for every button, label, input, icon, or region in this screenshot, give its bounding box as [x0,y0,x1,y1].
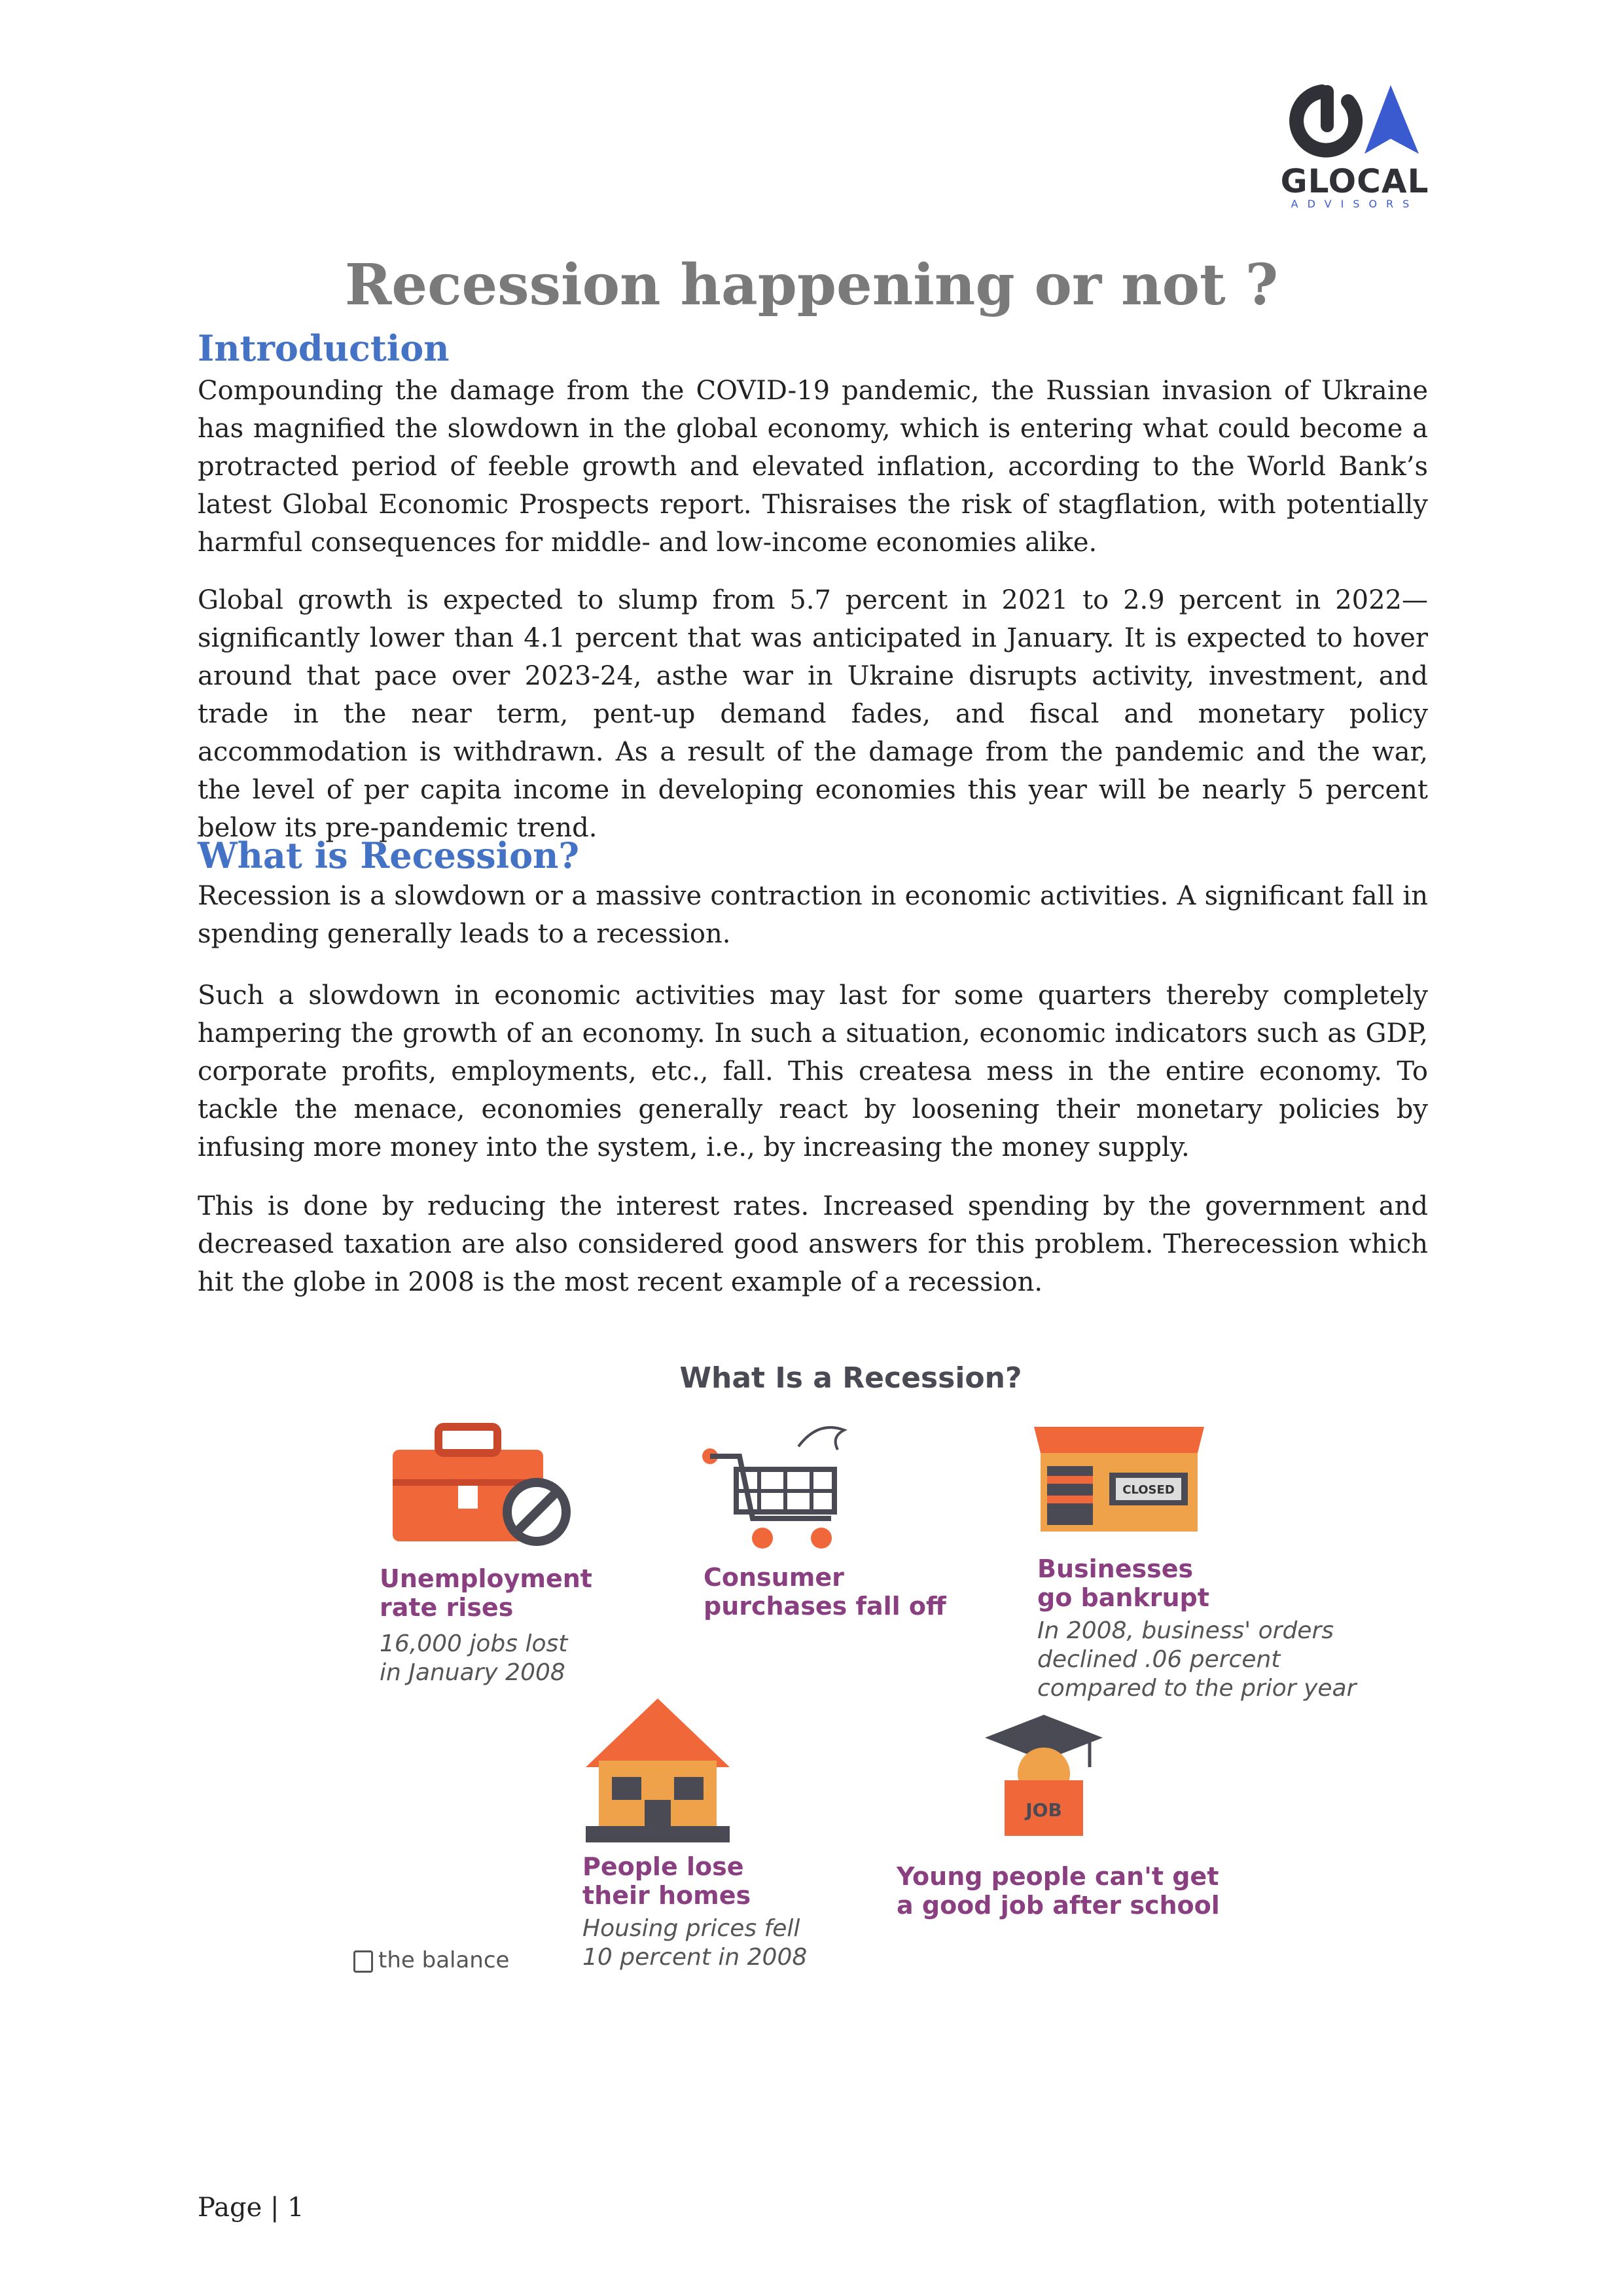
item-note: In 2008, business' orders declined .06 percent compared to the prior year [1037,1617,1357,1702]
paragraph: Compounding the damage from the COVID-19 pandemic, the Russian invasion of Ukraine has magnified the slowdown in the global economy, which is entering what could become a protracted period of feeble growth and elevated inflation, according to the World Bank’s latest Global Economic Prospects report. Thisraises the risk of stagflation, with potentially harmful consequences for middle- and low-income economies alike. [198,376,1428,558]
item-heading: Businesses go bankrupt [1037,1554,1209,1612]
page-number: Page | 1 [198,2193,304,2223]
item-heading: Young people can't get a good job after school [897,1862,1220,1920]
recession-infographic [327,1355,1374,1983]
item-heading: Unemployment rate rises [380,1564,592,1622]
brand-name: GLOCAL [1280,162,1429,200]
closed-shop-icon [1034,1407,1204,1538]
paragraph: Such a slowdown in economic activities may last for some quarters thereby completely hampering the growth of an economy. In such a situation, economic indicators such as GDP, corporate profits, employments, etc., fall. This createsa mess in the entire economy. To tackle the menace, economies generally react by loosening their monetary policies by infusing more money into the system, i.e., by increasing the money supply. [198,980,1428,1162]
svg-text:CLOSED: CLOSED [1122,1483,1175,1497]
svg-text:JOB: JOB [1026,1799,1062,1821]
paragraph: Global growth is expected to slump from 5.7 percent in 2021 to 2.9 percent in 2022— significantly lower than 4.1 percent that was anticipated in January. It is expected to hover around that pace over 2023-24, asthe war in Ukraine disrupts activity, investment, and trade in the near term, pent-up demand fades, and fiscal and monetary policy accommodation is withdrawn. As a result of the damage from the pandemic and the war, the level of per capita income in developing economies this year will be nearly 5 percent below its pre-pandemic trend. [198,585,1428,843]
shopping-cart-icon [700,1420,870,1558]
page-title: Recession happening or not ? [344,252,1279,318]
paragraph: Recession is a slowdown or a massive contraction in economic activities. A significant fall in spending generally leads to a recession. [198,881,1428,949]
graduate-job-icon [978,1708,1109,1839]
image-credit [353,1947,509,1973]
section-heading-introduction: Introduction [198,327,450,369]
brand-subtitle: ADVISORS [1291,198,1419,210]
infographic-title: What Is a Recession? [679,1361,1022,1395]
the-balance-logo-icon [353,1950,373,1973]
credit-text: the balance [378,1947,510,1973]
paragraph: This is done by reducing the interest rates. Increased spending by the government and decreased taxation are also considered good answers for this problem. Therecession which hit the globe in 2008 is the most recent example of a recession. [198,1191,1428,1297]
item-heading: Consumer purchases fall off [704,1563,946,1621]
item-note: 16,000 jobs lost in January 2008 [380,1630,568,1686]
briefcase-ban-icon [386,1420,576,1551]
item-heading: People lose their homes [582,1852,751,1910]
section-heading-what-is-recession: What is Recession? [198,834,580,876]
item-note: Housing prices fell 10 percent in 2008 [582,1915,808,1971]
damaged-house-icon [582,1695,733,1846]
